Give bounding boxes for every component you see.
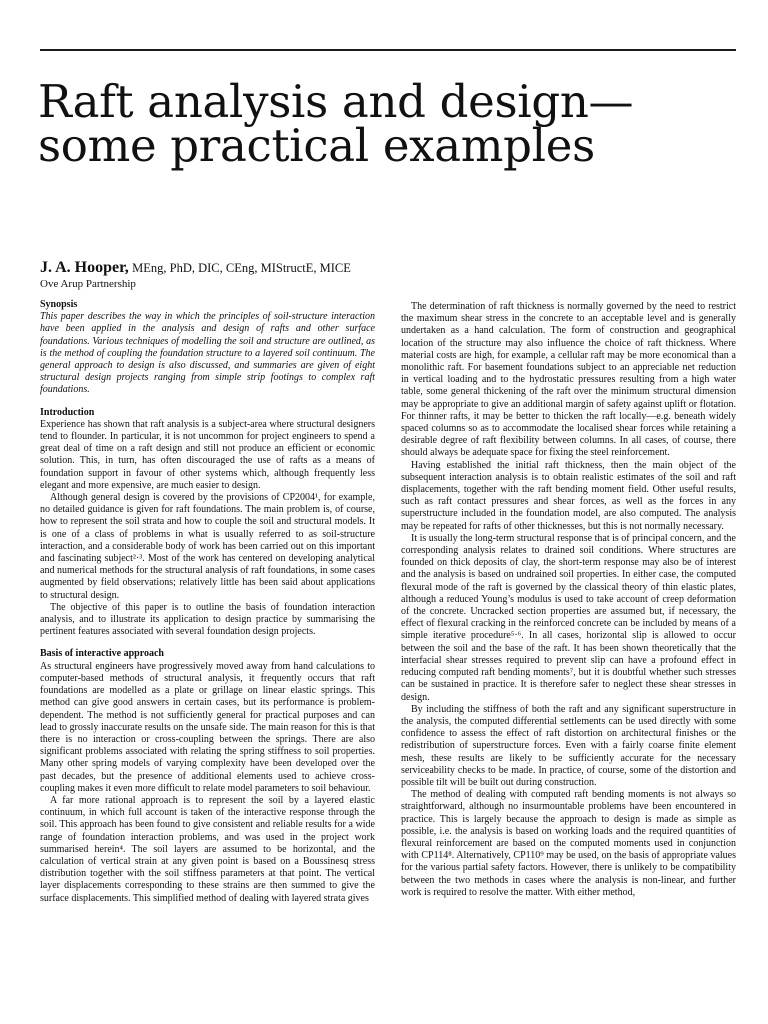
author-affiliation: Ove Arup Partnership [40, 278, 136, 290]
author-name: J. A. Hooper, [40, 259, 129, 276]
paragraph: The determination of raft thickness is normally governed by the need to restrict the maximum shear stress in the concrete to an acceptable level and is generally undertaken as a hand calculation. The form of construction and geographical location of the structure may also influence the choice of raft thickness. Where material costs are high, for example, a cellular raft may be more economical than a monolithic raft. For basement foundations subject to an appreciable net reduction in vertical loading and to the hydrostatic pressures resulting from a high water table, some general thickening of the raft over the minimum structural dimension may be appropriate to give an additional margin of safety against uplift or flotation. For thinner rafts, it may be better to thicken the raft locally—e.g. beneath widely spaced columns so as to accommodate the localised shear forces while retaining a desirable degree of raft flexibility between columns. In all cases, of course, there should always be adequate space for fixing the steel reinforcement. [401, 301, 736, 459]
right-column [401, 301, 736, 1024]
synopsis-heading: Synopsis [40, 299, 78, 310]
author-line [40, 260, 736, 276]
header-rule [40, 49, 736, 51]
left-column [40, 299, 375, 1024]
paragraph: Experience has shown that raft analysis is a subject-area where structural designers tend to flounder. In particular, it is not uncommon for project engineers to spend a great deal of time on a raft design and still not produce an efficient or economic solution. This, in turn, has often discouraged the use of rafts as a means of foundation support in favour of other systems which, although frequently less elegant and more expensive, are much easier to design. [40, 418, 375, 491]
paragraph: By including the stiffness of both the raft and any significant superstructure in the analysis, the computed differential settlements can be used directly with some confidence to assess the effect of raft distortion on architectural finishes or the redistribution of superstructure forces. Even with a fairly coarse finite element mesh, these results are likely to be sufficiently accurate for the necessary serviceability checks to be made. In practice, of course, some of the distortion and possible tilt will be built out during construction. [401, 703, 736, 788]
paragraph: Although general design is covered by the provisions of CP2004¹, for example, no detailed guidance is given for raft foundations. The main problem is, of course, how to represent the soil strata and how to couple the soil and structural models. It is one of a class of problems in what is usually referred to as soil-structure interaction, and a considerable body of work has been carried out on this important and fascinating subject²·³. Most of the work has centered on developing analytical and numerical methods for the structural analysis of raft foundations, in some cases augmented by field observations; relatively little has been said about applications to structural design. [40, 492, 375, 601]
paragraph: The method of dealing with computed raft bending moments is not always so straightforward, although no insurmountable problems have been encountered in practice. This is largely because the approach to design is made as simple as possible, i.e. the analysis is based on working loads and the required quantities of flexural reinforcement are based on the computed moments used in conjunction with CP114⁸. Alternatively, CP110⁹ may be used, on the basis of appropriate values for the various partial safety factors. However, there is unlikely to be compatibility between the two methods in cases where the analysis is non-linear, and further work is required to resolve the matter. With either method, [401, 789, 736, 898]
synopsis-text: This paper describes the way in which the principles of soil-structure interaction have been applied in the analysis and design of rafts and other surface foundations. Various techniques of modelling the soil and structure are outlined, as is the method of coupling the foundation structure to a layered soil continuum. The general approach to design is also discussed, and summaries are given of eight structural design projects ranging from simple strip footings to complex raft foundations. [40, 311, 375, 396]
article-title: Raft analysis and design—some practical examples [38, 75, 634, 172]
author-credentials: MEng, PhD, DIC, CEng, MIStructE, MICE [132, 261, 351, 275]
paragraph: As structural engineers have progressively moved away from hand calculations to computer-based methods of structural analysis, it frequently occurs that raft foundations are modelled as a plate or grillage on linear elastic springs. This method can give good answers in certain cases, but its performance is problem-dependent. The method is not sufficiently general for practical purposes and can lead to grossly inaccurate results on the unsafe side. The main reason for this is that there is no interaction or cross-coupling between the springs. There are also significant problems associated with relating the spring stiffness to soil properties. Many other spring models of varying complexity have been developed over the past decades, but the presence of additional elements used to achieve cross-coupling makes it even more difficult to relate model parameters to soil behaviour. [40, 660, 375, 794]
paragraph: The objective of this paper is to outline the basis of foundation interaction analysis, and to illustrate its application to design practice by summarising the pertinent features associated with several foundation design projects. [40, 601, 375, 638]
paragraph: It is usually the long-term structural response that is of principal concern, and the corresponding analysis relates to drained soil conditions. Where structures are founded on thick deposits of clay, the short-term response may also be of interest and the analysis is based on undrained soil properties. In either case, the computed flexural mode of the raft is governed by the classical theory of thin elastic plates, although a reduced Young’s modulus is used to take account of creep deformation of the concrete. Uncracked section properties are assumed but, if necessary, the effect of flexural cracking in the reinforced concrete can be included by means of a simple iterative procedure⁵·⁶. In all cases, horizontal slip is allowed to occur between the soil and the base of the raft. It has been shown theoretically that the interfacial shear stresses required to prevent slip can have a profound effect in reducing computed raft bending moments⁷, but it is doubtful whether such stresses can be sustained in practice. It is therefore safer to neglect these shear stresses in design. [401, 532, 736, 703]
paragraph: A far more rational approach is to represent the soil by a layered elastic continuum, in which full account is taken of the interactive response through the soil. This approach has been found to give consistent and reliable results for a wide range of foundation interaction problems, and was used in the project work summarised herein⁴. The soil layers are assumed to be horizontal, and the calculation of vertical strain at any given point is based on a Boussinesq stress distribution together with the soil stiffness parameters at that point. The vertical layer displacements corresponding to these strains are then summed to give the surface displacements. This simplified method of dealing with layered strata gives [40, 794, 375, 904]
basis-heading: Basis of interactive approach [40, 648, 164, 660]
paragraph: Having established the initial raft thickness, then the main object of the subsequent interaction analysis is to obtain realistic estimates of the soil and raft displacements, together with the raft bending moment field. Other useful results, such as raft contact pressures and shear forces, as well as the forces in any superstructure included in the foundation model, are also computed. The analysis may be repeated for rafts of other thicknesses, but this is not normally necessary. [401, 459, 736, 532]
introduction-heading: Introduction [40, 406, 95, 418]
